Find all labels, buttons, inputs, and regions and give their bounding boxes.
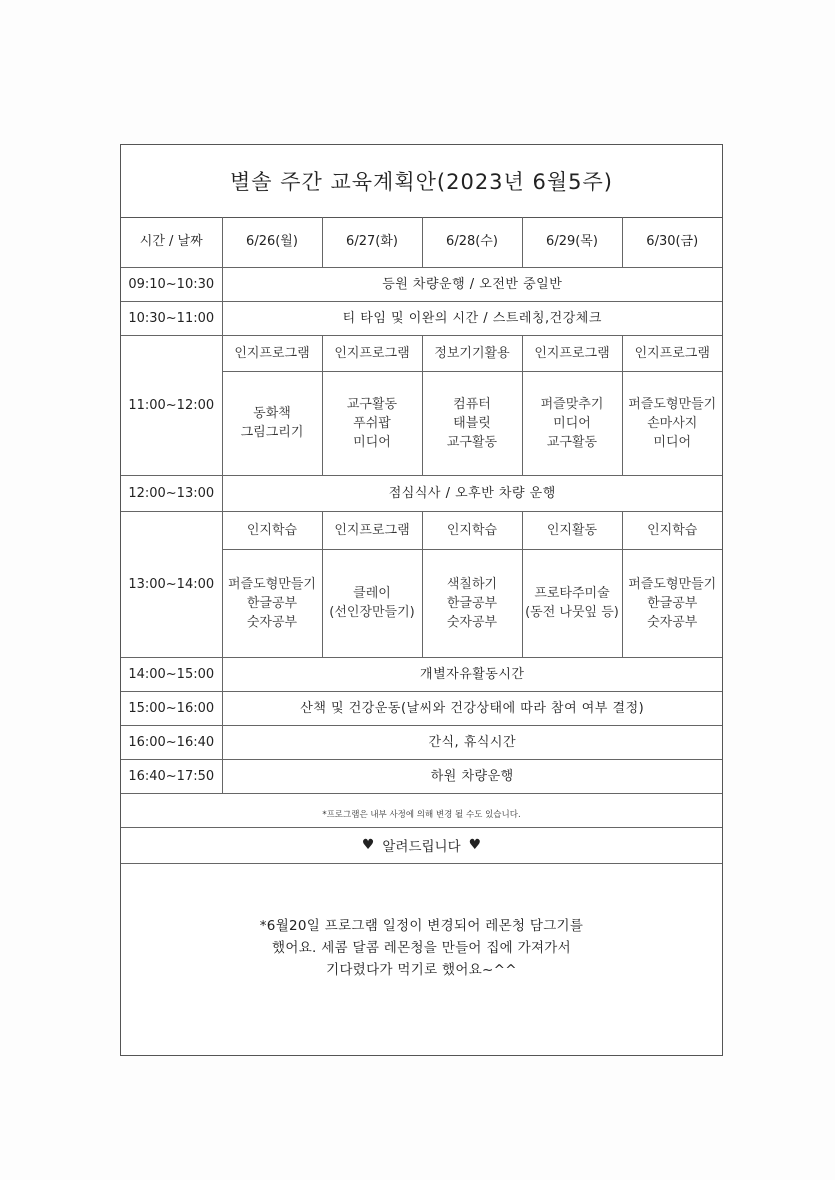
- table-row: [121, 301, 722, 335]
- schedule-table: [121, 217, 722, 794]
- activity-cell: 산책 및 건강운동(날씨와 건강상태에 따라 참여 여부 결정): [222, 691, 722, 725]
- program-cell: [522, 371, 622, 475]
- program-cell: [422, 371, 522, 475]
- time-cell: 13:00~14:00: [121, 511, 222, 657]
- category-cell: 인지프로그램: [522, 335, 622, 371]
- notice-line: 기다렸다가 먹기로 했어요~^^: [326, 962, 517, 978]
- notice-body: [121, 915, 722, 981]
- program-item: 한글공부: [446, 595, 498, 611]
- program-item: 숫자공부: [647, 614, 698, 630]
- heart-icon: ♥: [468, 837, 482, 853]
- time-cell: 16:40~17:50: [121, 759, 222, 793]
- category-cell: 인지학습: [622, 511, 722, 549]
- time-cell: 15:00~16:00: [121, 691, 222, 725]
- day-header-thu: 6/29(목): [522, 217, 622, 267]
- program-item: 프로타주미술: [534, 586, 610, 601]
- program-item: 퍼즐도형만들기: [628, 576, 717, 592]
- program-cell: [622, 549, 722, 657]
- program-cell: [522, 549, 622, 657]
- activity-cell: 하원 차량운행: [222, 759, 722, 793]
- program-cell: [622, 371, 722, 475]
- program-cell: [322, 549, 422, 657]
- notice-line: 했어요. 세콤 달콤 레몬청을 만들어 집에 가져가서: [272, 940, 571, 956]
- category-cell: 인지활동: [522, 511, 622, 549]
- notice-line: *6월20일 프로그램 일정이 변경되어 레몬청 담그기를: [259, 918, 584, 934]
- program-item: 교구활동: [546, 434, 598, 450]
- category-cell: 인지학습: [222, 511, 322, 549]
- heart-icon: ♥: [361, 837, 375, 853]
- category-cell: 인지학습: [422, 511, 522, 549]
- activity-cell: 점심식사 / 오후반 차량 운행: [222, 475, 722, 511]
- program-item: 미디어: [353, 434, 391, 450]
- activity-cell: 등원 차량운행 / 오전반 중일반: [222, 267, 722, 301]
- program-cell: [222, 371, 322, 475]
- time-cell: 12:00~13:00: [121, 475, 222, 511]
- program-item: 교구활동: [346, 396, 398, 412]
- table-row: [121, 725, 722, 759]
- table-row: [121, 475, 722, 511]
- day-header-fri: 6/30(금): [622, 217, 722, 267]
- program-item: 교구활동: [446, 434, 498, 450]
- program-item: 동화책: [253, 406, 291, 421]
- day-header-tue: 6/27(화): [322, 217, 422, 267]
- program-item: 한글공부: [246, 595, 298, 611]
- program-item: (동전 나뭇잎 등): [525, 605, 619, 620]
- program-item: (선인장만들기): [329, 605, 415, 620]
- program-item: 숫자공부: [446, 614, 498, 630]
- time-cell: 10:30~11:00: [121, 301, 222, 335]
- category-cell: 인지프로그램: [322, 335, 422, 371]
- time-cell: 11:00~12:00: [121, 335, 222, 475]
- program-item: 퍼즐맞추기: [540, 396, 604, 412]
- program-item: 푸쉬팝: [353, 415, 391, 431]
- program-item: 그림그리기: [240, 425, 304, 440]
- program-item: 클레이: [353, 586, 391, 601]
- program-cell: [422, 549, 522, 657]
- program-item: 숫자공부: [246, 614, 298, 630]
- table-header-row: [121, 217, 722, 267]
- category-cell: 인지프로그램: [222, 335, 322, 371]
- time-cell: 09:10~10:30: [121, 267, 222, 301]
- weekly-plan-sheet: [120, 144, 723, 1056]
- category-cell: 인지프로그램: [622, 335, 722, 371]
- activity-cell: 티 타임 및 이완의 시간 / 스트레칭,건강체크: [222, 301, 722, 335]
- schedule-change-note: *프로그램은 내부 사정에 의해 변경 될 수도 있습니다.: [121, 801, 722, 828]
- table-row: [121, 511, 722, 549]
- activity-cell: 개별자유활동시간: [222, 657, 722, 691]
- table-row: [121, 335, 722, 371]
- program-item: 한글공부: [647, 595, 698, 611]
- program-item: 퍼즐도형만들기: [228, 576, 316, 592]
- program-item: 컴퓨터: [453, 396, 491, 412]
- table-row: [121, 691, 722, 725]
- program-item: 미디어: [653, 434, 692, 450]
- activity-cell: 간식, 휴식시간: [222, 725, 722, 759]
- notice-heading-text: 알려드립니다: [382, 839, 461, 855]
- time-date-header: 시간 / 날짜: [121, 217, 222, 267]
- program-item: 태블릿: [453, 415, 491, 431]
- program-cell: [222, 549, 322, 657]
- table-row: [121, 657, 722, 691]
- program-item: 손마사지: [647, 415, 698, 431]
- category-cell: 인지프로그램: [322, 511, 422, 549]
- table-row: [121, 267, 722, 301]
- program-cell: [322, 371, 422, 475]
- page-title: 별솔 주간 교육계획안(2023년 6월5주): [121, 145, 722, 218]
- program-item: 퍼즐도형만들기: [628, 396, 717, 412]
- time-cell: 16:00~16:40: [121, 725, 222, 759]
- category-cell: 정보기기활용: [422, 335, 522, 371]
- time-cell: 14:00~15:00: [121, 657, 222, 691]
- day-header-mon: 6/26(월): [222, 217, 322, 267]
- program-item: 색칠하기: [446, 576, 498, 592]
- notice-heading: [121, 827, 722, 864]
- day-header-wed: 6/28(수): [422, 217, 522, 267]
- program-item: 미디어: [553, 415, 591, 431]
- table-row: [121, 759, 722, 793]
